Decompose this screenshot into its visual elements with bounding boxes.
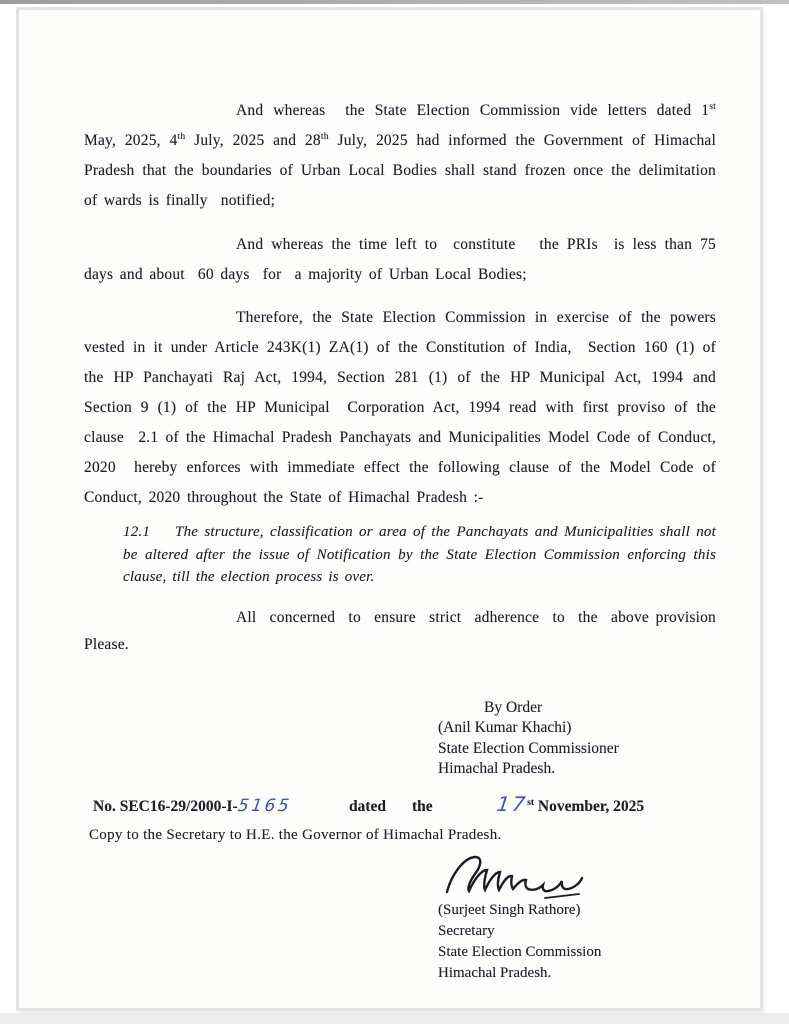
reference-number-line: No. SEC16-29/2000-I-5165 dated the 17st November, 2025 [93,791,645,816]
signatory-name: (Surjeet Singh Rathore) [438,901,581,918]
paragraph-whereas-letters: And whereas the State Election Commission vide letters dated 1st May, 2025, 4th July, 2025 and 28th July, 2025 had informed the Government of Himachal Pradesh that the boundaries of Urban Local Bodies shall stand frozen once the delimitation of wards is finally notified; [84,100,723,209]
signature-mark [441,850,716,900]
commissioner-name: (Anil Kumar Khachi) [438,719,572,736]
signatory-title: Secretary [438,922,495,939]
commissioner-state: Himachal Pradesh. [438,760,556,777]
paragraph-adherence: All concerned to ensure strict adherence to the above provision Please. [84,608,723,653]
document-page [16,7,763,1011]
clause-12-1-quote: 12.1 The structure, classification or area of the Panchayats and Municipalities shall not be altered after the issue of Notification by the State Election Commission enforcing this clause, till the election process is over. [123,524,722,585]
document-content [84,96,723,984]
scan-edge-artifact-bottom [0,1013,789,1024]
by-order-label: By Order [484,698,543,716]
signature-squiggle-icon [441,850,651,900]
paragraph-whereas-time-left: And whereas the time left to constitute the PRIs is less than 75 days and about 60 days for a majority of Urban Local Bodies; [84,236,723,283]
commissioner-title: State Election Commissioner [438,739,619,757]
by-order-block [438,698,716,780]
copy-to-line: Copy to the Secretary to H.E. the Governor of Himachal Pradesh. [89,826,502,843]
signatory-place: Himachal Pradesh. [438,964,552,981]
paragraph-therefore-enforcement: Therefore, the State Election Commission in exercise of the powers vested in it under Article 243K(1) ZA(1) of the Constitution of India, Section 160 (1) of the HP Panchayati Raj Act, 1994, Section 281 (1) of the HP Municipal Act, 1994 and Section 9 (1) of the HP Municipal Corporation Act, 1994 read with first proviso of the clause 2.1 of the Himachal Pradesh Panchayats and Municipalities Model Code of Conduct, 2020 hereby enforces with immediate effect the following clause of the Model Code of Conduct, 2020 throughout the State of Himachal Pradesh :- [84,309,723,506]
signatory-org: State Election Commission [438,943,602,960]
signatory-block [438,900,716,984]
scan-edge-artifact-top [0,0,789,4]
